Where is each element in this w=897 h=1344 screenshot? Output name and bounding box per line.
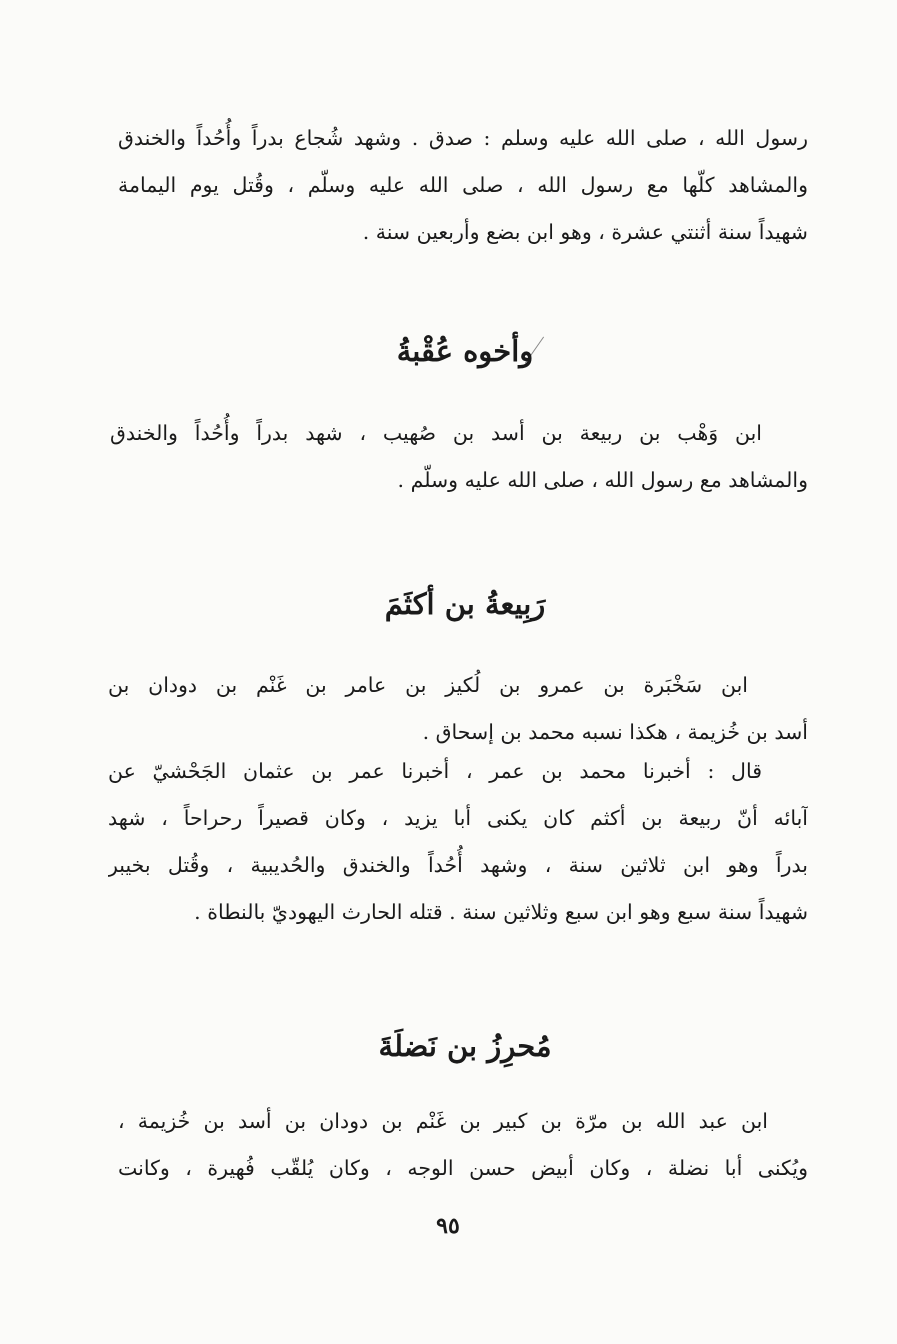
text-line: ويُكنى أبا نضلة ، وكان أبيض حسن الوجه ، وكان يُلقّب فُهيرة ، وكانت <box>118 1156 808 1180</box>
paragraph-5 <box>118 1098 808 1192</box>
paragraph-4 <box>108 748 808 936</box>
text-line: آبائه أنّ ربيعة بن أكثم كان يكنى أبا يزيد ، وكان قصيراً رحراحاً ، شهد <box>108 806 808 830</box>
paragraph-2 <box>110 410 808 504</box>
text-line <box>108 662 808 709</box>
text-line: أسد بن خُزيمة ، هكذا نسبه محمد بن إسحاق . <box>422 720 808 744</box>
text-line-content: ابن وَهْب بن ربيعة بن أسد بن صُهيب ، شهد بدراً وأُحُداً والخندق <box>110 421 762 445</box>
section-heading: رَبِيعةُ بن أكثَمَ <box>384 587 546 621</box>
text-line-content: ابن عبد الله بن مرّة بن كبير بن غَنْم بن دودان بن أسد بن خُزيمة ، <box>118 1109 768 1133</box>
paragraph-1 <box>118 115 808 256</box>
text-line <box>110 410 808 457</box>
text-line-content: قال : أخبرنا محمد بن عمر ، أخبرنا عمر بن عثمان الجَحْشيّ عن <box>108 759 762 783</box>
text-line: والمشاهد كلّها مع رسول الله ، صلى الله عليه وسلّم ، وقُتل يوم اليمامة <box>118 173 808 197</box>
text-line <box>108 748 808 795</box>
text-line <box>118 1098 808 1145</box>
text-line: شهيداً سنة أثنتي عشرة ، وهو ابن بضع وأربعين سنة . <box>362 220 808 244</box>
text-line: رسول الله ، صلى الله عليه وسلم : صدق . وشهد شُجاع بدراً وأُحُداً والخندق <box>118 126 808 150</box>
section-heading: وأخوه عُقْبةُ <box>396 334 534 368</box>
section-heading: مُحرِزُ بن نَضلَةَ <box>378 1029 552 1063</box>
text-line: بدراً وهو ابن ثلاثين سنة ، وشهد أُحُداً والخندق والحُديبية ، وقُتل بخيبر <box>108 853 808 877</box>
page-number: ٩٥ <box>436 1213 460 1239</box>
text-line: والمشاهد مع رسول الله ، صلى الله عليه وسلّم . <box>397 468 808 492</box>
paragraph-3 <box>108 662 808 756</box>
text-line: شهيداً سنة سبع وهو ابن سبع وثلاثين سنة . قتله الحارث اليهوديّ بالنطاة . <box>194 900 808 924</box>
text-line-content: ابن سَخْبَرة بن عمرو بن لُكيز بن عامر بن غَنْم بن دودان بن <box>108 673 748 697</box>
